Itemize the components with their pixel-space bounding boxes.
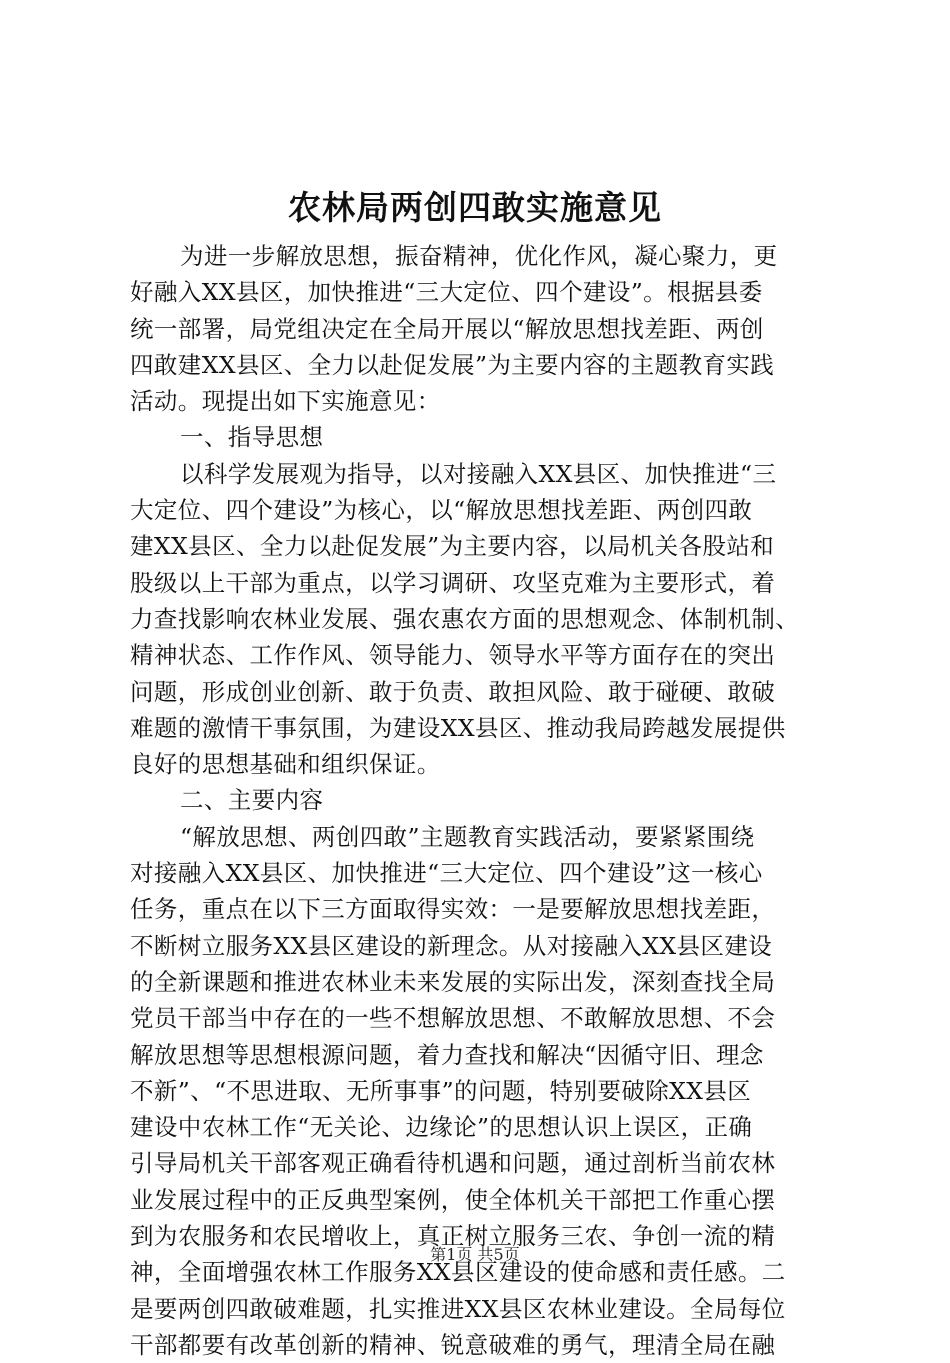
body-line: 是要两创四敢破难题，扎实推进XX县区农林业建设。全局每位 — [130, 1294, 786, 1323]
body-line: 股级以上干部为重点，以学习调研、攻坚克难为主要形式，着 — [130, 568, 776, 597]
body-line: 不新”、“不思进取、无所事事”的问题，特别要破除XX县区 — [130, 1076, 752, 1105]
body-line: 难题的激情干事氛围，为建设XX县区、推动我局跨越发展提供 — [130, 713, 786, 742]
body-line: 良好的思想基础和组织保证。 — [130, 750, 441, 779]
page-footer: 第1页 共5页 — [430, 1245, 520, 1264]
document-body — [130, 238, 835, 1363]
body-line: 精神状态、工作作风、领导能力、领导水平等方面存在的突出 — [130, 641, 776, 670]
body-line: 四敢建XX县区、全力以赴促发展”为主要内容的主题教育实践 — [130, 350, 775, 379]
body-line: 引导局机关干部客观正确看待机遇和问题，通过剖析当前农林 — [130, 1149, 776, 1178]
body-line: 干部都要有改革创新的精神、锐意破难的勇气，理清全局在融 — [130, 1330, 776, 1359]
document-title: 农林局两创四敢实施意见 — [288, 188, 662, 227]
body-line: 活动。现提出如下实施意见： — [130, 387, 441, 416]
body-line: 问题，形成创业创新、敢于负责、敢担风险、敢于碰硬、敢破 — [130, 677, 776, 706]
body-line: 神，全面增强农林工作服务XX县区建设的使命感和责任感。二 — [130, 1258, 786, 1287]
section-heading: 二、主要内容 — [180, 786, 324, 815]
section-heading: 一、指导思想 — [180, 423, 324, 452]
body-line: 建设中农林工作“无关论、边缘论”的思想认识上误区，正确 — [130, 1113, 753, 1142]
body-line: 不断树立服务XX县区建设的新理念。从对接融入XX县区建设 — [130, 931, 773, 960]
body-line: 的全新课题和推进农林业未来发展的实际出发，深刻查找全局 — [130, 967, 776, 996]
body-line: “解放思想、两创四敢”主题教育实践活动，要紧紧围绕 — [180, 822, 755, 851]
body-line: 解放思想等思想根源问题，着力查找和解决“因循守旧、理念 — [130, 1040, 764, 1069]
body-line: 任务，重点在以下三方面取得实效：一是要解放思想找差距， — [130, 895, 776, 924]
body-line: 好融入XX县区，加快推进“三大定位、四个建设”。根据县委 — [130, 278, 763, 307]
body-line: 党员干部当中存在的一些不想解放思想、不敢解放思想、不会 — [130, 1004, 776, 1033]
body-line: 建XX县区、全力以赴促发展”为主要内容，以局机关各股站和 — [130, 532, 775, 561]
body-line: 力查找影响农林业发展、强农惠农方面的思想观念、体制机制、 — [130, 604, 800, 633]
body-line: 为进一步解放思想，振奋精神，优化作风，凝心聚力，更 — [180, 242, 778, 270]
body-line: 大定位、四个建设”为核心，以“解放思想找差距、两创四敢 — [130, 496, 753, 525]
body-line: 以科学发展观为指导，以对接融入XX县区、加快推进“三 — [180, 459, 777, 488]
body-line: 到为农服务和农民增收上，真正树立服务三农、争创一流的精 — [130, 1222, 776, 1251]
body-line: 统一部署，局党组决定在全局开展以“解放思想找差距、两创 — [130, 314, 764, 343]
body-line: 业发展过程中的正反典型案例，使全体机关干部把工作重心摆 — [130, 1185, 776, 1214]
body-line: 对接融入XX县区、加快推进“三大定位、四个建设”这一核心 — [130, 859, 763, 888]
